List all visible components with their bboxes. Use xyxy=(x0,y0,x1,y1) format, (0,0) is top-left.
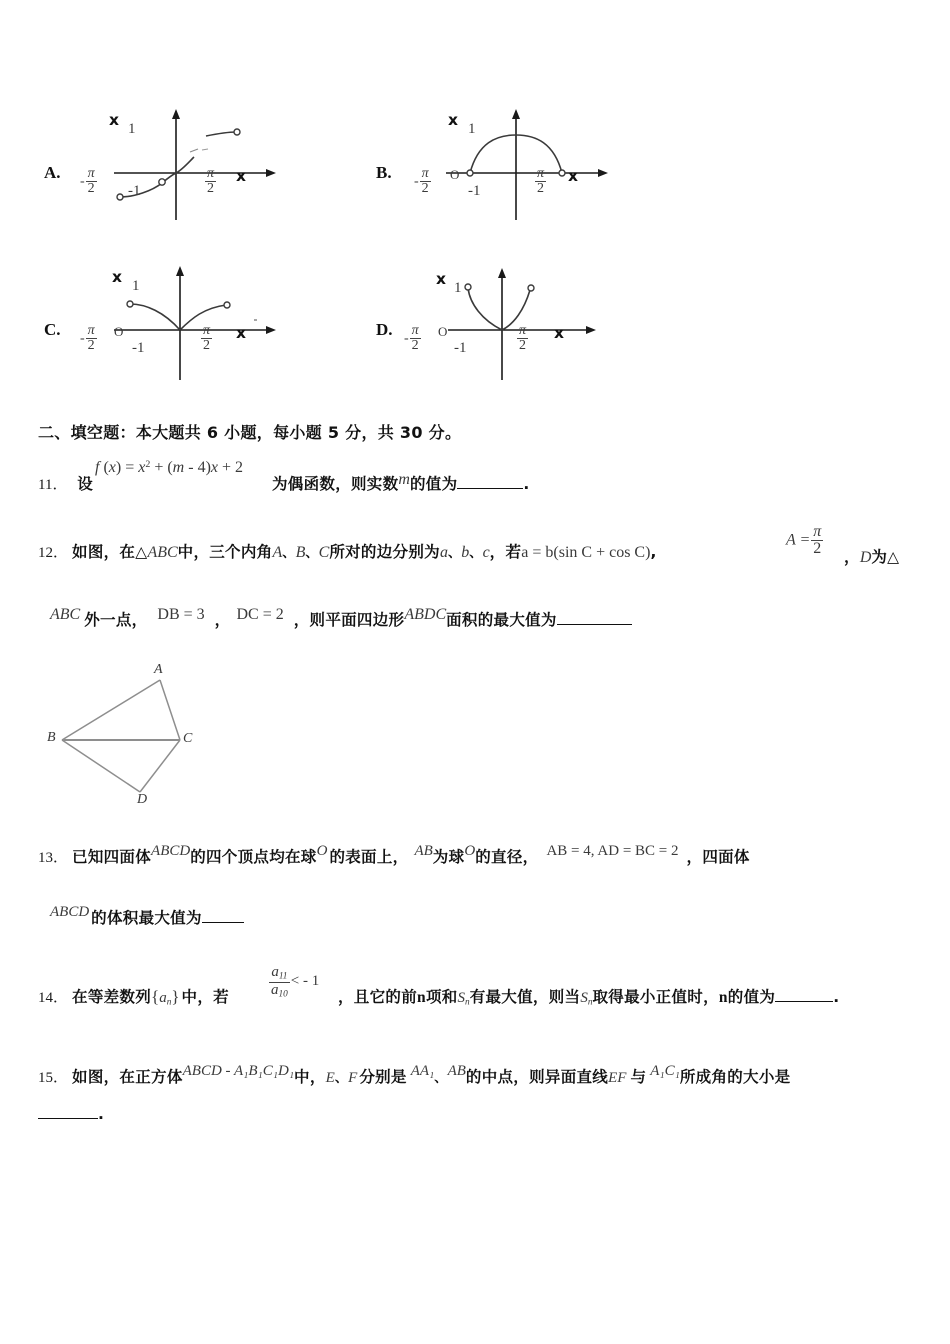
option-b-tick-neg-one: -1 xyxy=(468,183,481,199)
option-b-x-axis-label: x xyxy=(568,167,579,185)
q14-seg5: 有最大值，则当 xyxy=(469,988,581,1006)
option-b-y-axis-label: x xyxy=(448,111,459,129)
q12-l2-triangle: ABC xyxy=(50,606,81,623)
q12-seg1: 如图，在△ xyxy=(72,543,148,561)
q13-seg6: ，四面体 xyxy=(686,848,750,866)
q12-dot3: 、 xyxy=(447,546,462,561)
q13-seg1: 已知四面体 xyxy=(72,848,152,866)
q13-sphere2: O xyxy=(464,843,476,859)
option-d-tick-neg-one: -1 xyxy=(454,340,467,356)
q13-condition: AB = 4, AD = BC = 2 xyxy=(546,843,679,859)
q14-seq-close: } xyxy=(171,987,180,1006)
option-a-tick-pi-half: $\frac{\pi}{2}$ xyxy=(207,166,215,197)
q12-comma: , xyxy=(650,543,657,561)
q14-rest xyxy=(338,985,839,1008)
option-c-x-axis-label: x xyxy=(236,324,247,342)
option-a-graph xyxy=(94,105,294,220)
option-c-y-axis-label: x xyxy=(112,268,123,286)
q11-mid: 为偶函数，则实数 xyxy=(272,475,399,493)
option-c-tick-one: 1 xyxy=(132,278,140,294)
option-a-tick-neg-pi-half: - $\frac{\pi}{2}$ xyxy=(80,166,95,197)
q15-seg3: 分别是 xyxy=(359,1068,407,1086)
q11-period: . xyxy=(523,475,530,493)
q14-seg7: 的值为 xyxy=(727,988,776,1006)
q15-ab: AB xyxy=(447,1063,466,1079)
q12-seg6: 为△ xyxy=(871,548,900,566)
q12-seg5: ， xyxy=(844,548,860,566)
option-c-letter: C. xyxy=(44,320,61,339)
q13-seg3: 的表面上， xyxy=(329,848,409,866)
q14-period: . xyxy=(833,988,840,1006)
q12-angle-a-value: A = $\frac{\pi}{2}$ xyxy=(786,523,822,558)
q12-dot2: 、 xyxy=(305,546,319,561)
option-d-x-axis-label: x xyxy=(554,324,565,342)
q15-seg1: 如图，在正方体 xyxy=(72,1068,183,1086)
q11-tail: 的值为 xyxy=(409,475,458,493)
q14-seg6: 取得最小正值时， xyxy=(592,988,719,1006)
option-a-x-axis-label: x xyxy=(236,167,247,185)
option-b[interactable] xyxy=(376,105,636,220)
option-d-tick-one: 1 xyxy=(454,280,462,296)
quadrilateral-svg xyxy=(40,660,240,810)
q13-l2-tail: 的体积最大值为 xyxy=(91,909,202,927)
section-heading: 二、填空题：本大题共 6 小题，每小题 5 分，共 30 分。 xyxy=(38,423,462,442)
figure-quadrilateral-abdc xyxy=(40,660,240,810)
q12-point-d: D xyxy=(859,549,872,566)
q12-c2: ，则平面四边形 xyxy=(293,611,405,629)
q12-c1: ， xyxy=(214,611,231,629)
q15-period: . xyxy=(98,1105,105,1123)
q15-point-f: F xyxy=(348,1070,358,1086)
q13-number: 13． xyxy=(38,850,69,866)
q15-seg5: 与 xyxy=(630,1068,647,1086)
q13-seg2: 的四个顶点均在球 xyxy=(190,848,317,866)
option-d-letter: D. xyxy=(376,320,393,339)
q11-formula: f $(x) = x^2 + (m - 4)x + 2$ xyxy=(95,459,244,476)
q12-line1-tail xyxy=(844,545,899,567)
figure-vertex-d: D xyxy=(137,792,148,807)
option-c-origin-label: O xyxy=(114,324,124,339)
q15-number: 15． xyxy=(38,1070,69,1086)
figure-vertex-c: C xyxy=(183,731,193,746)
q14-answer-blank[interactable] xyxy=(775,988,833,1002)
question-15-line2 xyxy=(38,1105,104,1124)
option-a-tick-neg-one: -1 xyxy=(128,183,141,199)
question-14 xyxy=(38,985,229,1008)
q14-seg2: 中，若 xyxy=(181,988,229,1006)
q12-seg4: ，若 xyxy=(489,543,522,561)
q14-frac-num: $a_{11}$ xyxy=(271,964,288,982)
question-12-line2 xyxy=(50,608,632,630)
q12-quad: ABDC xyxy=(404,606,447,623)
q14-seg4: 项和 xyxy=(425,988,458,1006)
q15-ef: EF xyxy=(608,1070,627,1086)
q11-answer-blank[interactable] xyxy=(457,475,523,489)
q12-condition: a = b(sin C + cos C) xyxy=(521,544,651,561)
q13-l2-solid: ABCD xyxy=(50,904,90,920)
q14-n2: n xyxy=(718,989,728,1006)
q14-inequality xyxy=(268,965,319,1000)
q15-answer-blank[interactable] xyxy=(38,1105,98,1119)
q15-seg4: 的中点，则异面直线 xyxy=(465,1068,609,1086)
q12-angle-a: A xyxy=(272,544,283,561)
q15-a1c1: A₁C₁ xyxy=(650,1063,680,1079)
option-b-tick-one: 1 xyxy=(468,121,476,137)
q12-dot4: 、 xyxy=(469,546,483,561)
option-d-tick-pi-half: $\frac{\pi}{2}$ xyxy=(519,323,527,354)
q13-ab: AB xyxy=(414,843,433,859)
question-12-line1 xyxy=(38,540,657,562)
figure-vertex-b: B xyxy=(47,730,56,745)
q14-n1: n xyxy=(417,989,426,1006)
option-b-letter: B. xyxy=(376,163,392,182)
option-d-tick-neg-pi-half: - $\frac{\pi}{2}$ xyxy=(404,323,419,354)
option-d-origin-label: O xyxy=(438,324,448,339)
q12-l2-seg1: 外一点， xyxy=(84,611,148,629)
q14-seq: $a_n$ xyxy=(159,990,172,1008)
q15-dot1: 、 xyxy=(334,1071,349,1086)
q14-number: 14． xyxy=(38,990,69,1006)
q15-point-e: E xyxy=(325,1070,335,1086)
q13-sphere: O xyxy=(316,843,328,859)
q11-variable: m xyxy=(398,471,410,488)
q12-seg3: 所对的边分别为 xyxy=(329,543,440,561)
option-a-y-axis-label: x xyxy=(109,111,120,129)
question-13-line2 xyxy=(50,906,244,928)
q14-frac-den: $a_{10}$ xyxy=(271,982,288,1000)
option-c[interactable] xyxy=(44,262,304,382)
option-b-tick-pi-half: $\frac{\pi}{2}$ xyxy=(537,166,545,197)
question-13-line1 xyxy=(38,845,750,867)
q12-angle-b: B xyxy=(295,544,306,561)
q12-answer-blank[interactable] xyxy=(557,611,632,625)
q15-aa1: AA₁ xyxy=(410,1063,435,1079)
question-11 xyxy=(38,472,93,494)
option-a-letter: A. xyxy=(44,163,61,182)
q12-dot1: 、 xyxy=(282,546,296,561)
question-15-line1 xyxy=(38,1065,790,1087)
q15-seg6: 所成角的大小是 xyxy=(679,1068,791,1086)
q12-triangle: ABC xyxy=(147,544,178,561)
q12-side-b: b xyxy=(461,544,470,561)
q14-sn-2: $S_n$ xyxy=(580,990,593,1008)
q12-l2-tail: 面积的最大值为 xyxy=(446,611,557,629)
option-c-tick-pi-half: $\frac{\pi}{2}$ xyxy=(203,323,211,354)
q14-seq-open: { xyxy=(151,987,160,1006)
q13-answer-blank[interactable] xyxy=(202,909,244,923)
q12-angle-c: C xyxy=(318,544,330,561)
option-c-tick-neg-one: -1 xyxy=(132,340,145,356)
q14-seg3: ，且它的前 xyxy=(338,988,418,1006)
option-a-tick-one: 1 xyxy=(128,121,136,137)
q12-db: DB = 3 xyxy=(157,606,205,623)
q14-ineq-sign: < - 1 xyxy=(290,973,320,990)
q15-dot2: 、 xyxy=(434,1071,448,1086)
q12-seg2: 中，三个内角 xyxy=(177,543,273,561)
option-c-tick-neg-pi-half: - $\frac{\pi}{2}$ xyxy=(80,323,95,354)
option-d-y-axis-label: x xyxy=(436,270,447,288)
q13-seg4: 为球 xyxy=(432,848,465,866)
q12-dc: DC = 2 xyxy=(236,606,284,623)
figure-vertex-a: A xyxy=(154,662,163,677)
q12-side-a: a xyxy=(439,544,448,561)
q14-seg1: 在等差数列 xyxy=(72,988,152,1006)
option-b-tick-neg-pi-half: - $\frac{\pi}{2}$ xyxy=(414,166,429,197)
q15-cube: ABCD - A₁B₁C₁D₁ xyxy=(182,1063,295,1079)
q11-number: 11． xyxy=(38,477,68,493)
q12-number: 12． xyxy=(38,545,69,561)
q12-side-c: c xyxy=(482,544,490,561)
option-c-graph xyxy=(94,262,294,382)
q15-seg2: 中， xyxy=(294,1068,326,1086)
option-b-origin-label: O xyxy=(450,167,460,182)
q14-sn-1: $S_n$ xyxy=(457,990,470,1008)
option-a[interactable] xyxy=(44,105,304,220)
q11-rest xyxy=(272,472,530,494)
q13-solid: ABCD xyxy=(151,843,191,859)
option-d[interactable] xyxy=(376,262,636,382)
q13-seg5: 的直径， xyxy=(475,848,539,866)
q11-lead: 设 xyxy=(77,475,94,493)
